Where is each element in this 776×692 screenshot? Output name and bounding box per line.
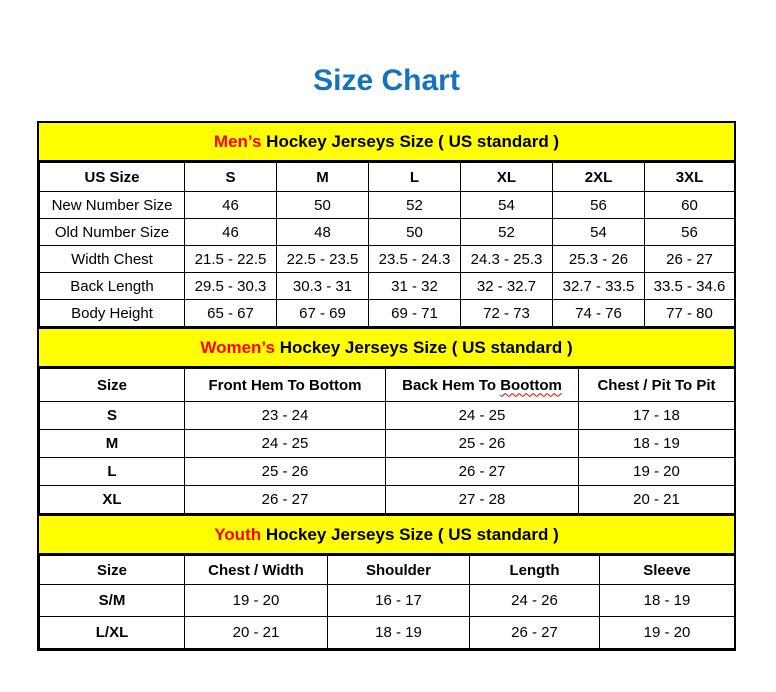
size-chart-tables (37, 121, 736, 651)
table-row (40, 486, 735, 514)
value-cell: 56 (645, 219, 735, 246)
section-womens (39, 327, 734, 514)
row-label: New Number Size (40, 192, 185, 219)
column-header: M (277, 163, 369, 192)
womens-banner (39, 327, 734, 368)
value-cell: 31 - 32 (369, 273, 461, 300)
row-label: L (40, 458, 185, 486)
value-cell: 22.5 - 23.5 (277, 246, 369, 273)
table-row (40, 617, 735, 649)
column-header: S (185, 163, 277, 192)
value-cell: 69 - 71 (369, 300, 461, 327)
value-cell: 50 (277, 192, 369, 219)
value-cell: 46 (185, 219, 277, 246)
table-row (40, 300, 735, 327)
value-cell: 54 (461, 192, 553, 219)
value-cell: 24.3 - 25.3 (461, 246, 553, 273)
value-cell: 26 - 27 (470, 617, 600, 649)
table-row (40, 458, 735, 486)
value-cell: 48 (277, 219, 369, 246)
column-header: Length (470, 556, 600, 585)
value-cell: 18 - 19 (600, 585, 735, 617)
womens-table (39, 368, 735, 514)
column-header: Size (40, 556, 185, 585)
misspelled-word: Boottom (500, 376, 562, 394)
table-row (40, 273, 735, 300)
table-row (40, 192, 735, 219)
youth-banner (39, 514, 734, 555)
value-cell: 16 - 17 (328, 585, 470, 617)
table-row (40, 430, 735, 458)
banner-text: Hockey Jerseys Size ( US standard ) (274, 337, 573, 357)
column-header: Chest / Pit To Pit (579, 369, 735, 402)
page-title: Size Chart (313, 64, 460, 97)
banner-highlight: Youth (214, 524, 262, 544)
value-cell: 18 - 19 (328, 617, 470, 649)
header-row (40, 369, 735, 402)
value-cell: 26 - 27 (645, 246, 735, 273)
value-cell: 18 - 19 (579, 430, 735, 458)
mens-banner (39, 123, 734, 162)
column-header: Sleeve (600, 556, 735, 585)
header-row (40, 163, 735, 192)
value-cell: 23.5 - 24.3 (369, 246, 461, 273)
column-header: L (369, 163, 461, 192)
value-cell: 19 - 20 (579, 458, 735, 486)
row-label: Body Height (40, 300, 185, 327)
value-cell: 25 - 26 (386, 430, 579, 458)
value-cell: 24 - 25 (386, 402, 579, 430)
youth-table (39, 555, 735, 649)
banner-highlight: Women’s (200, 337, 275, 357)
table-row (40, 219, 735, 246)
value-cell: 19 - 20 (185, 585, 328, 617)
banner-text: Hockey Jerseys Size ( US standard ) (261, 131, 560, 151)
value-cell: 24 - 26 (470, 585, 600, 617)
row-label: L/XL (40, 617, 185, 649)
value-cell: 52 (461, 219, 553, 246)
row-label: M (40, 430, 185, 458)
value-cell: 60 (645, 192, 735, 219)
value-cell: 33.5 - 34.6 (645, 273, 735, 300)
value-cell: 26 - 27 (185, 486, 386, 514)
value-cell: 32 - 32.7 (461, 273, 553, 300)
table-row (40, 402, 735, 430)
value-cell: 26 - 27 (386, 458, 579, 486)
value-cell: 25 - 26 (185, 458, 386, 486)
value-cell: 50 (369, 219, 461, 246)
row-label: S (40, 402, 185, 430)
value-cell: 77 - 80 (645, 300, 735, 327)
row-label: Back Length (40, 273, 185, 300)
value-cell: 20 - 21 (579, 486, 735, 514)
header-row (40, 556, 735, 585)
value-cell: 52 (369, 192, 461, 219)
value-cell: 56 (553, 192, 645, 219)
value-cell: 30.3 - 31 (277, 273, 369, 300)
column-header: Chest / Width (185, 556, 328, 585)
section-mens (39, 123, 734, 327)
value-cell: 24 - 25 (185, 430, 386, 458)
value-cell: 67 - 69 (277, 300, 369, 327)
value-cell: 27 - 28 (386, 486, 579, 514)
column-header: Size (40, 369, 185, 402)
banner-highlight: Men’s (213, 131, 262, 151)
mens-table (39, 162, 735, 327)
value-cell: 32.7 - 33.5 (553, 273, 645, 300)
column-header: Back Hem To Boottom (386, 369, 579, 402)
row-label: S/M (40, 585, 185, 617)
value-cell: 54 (553, 219, 645, 246)
value-cell: 21.5 - 22.5 (185, 246, 277, 273)
value-cell: 72 - 73 (461, 300, 553, 327)
value-cell: 25.3 - 26 (553, 246, 645, 273)
section-youth (39, 514, 734, 649)
value-cell: 20 - 21 (185, 617, 328, 649)
column-header: Shoulder (328, 556, 470, 585)
value-cell: 23 - 24 (185, 402, 386, 430)
column-header: US Size (40, 163, 185, 192)
table-row (40, 585, 735, 617)
value-cell: 29.5 - 30.3 (185, 273, 277, 300)
value-cell: 65 - 67 (185, 300, 277, 327)
value-cell: 19 - 20 (600, 617, 735, 649)
row-label: Width Chest (40, 246, 185, 273)
column-header: Front Hem To Bottom (185, 369, 386, 402)
column-header: 3XL (645, 163, 735, 192)
column-header: XL (461, 163, 553, 192)
row-label: Old Number Size (40, 219, 185, 246)
value-cell: 17 - 18 (579, 402, 735, 430)
banner-text: Hockey Jerseys Size ( US standard ) (261, 524, 559, 544)
row-label: XL (40, 486, 185, 514)
value-cell: 46 (185, 192, 277, 219)
value-cell: 74 - 76 (553, 300, 645, 327)
table-row (40, 246, 735, 273)
column-header: 2XL (553, 163, 645, 192)
